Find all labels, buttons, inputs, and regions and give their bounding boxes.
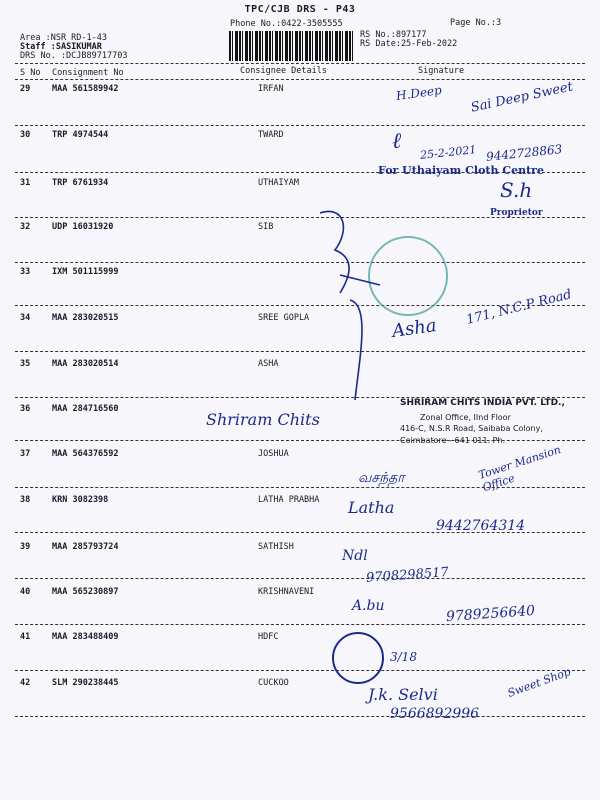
hdfc-signature: 3/18 bbox=[390, 650, 417, 664]
barcode bbox=[229, 31, 353, 61]
row-sno: 32 bbox=[20, 222, 31, 232]
table-row bbox=[0, 632, 600, 652]
signature-tward: ℓ bbox=[392, 129, 402, 154]
column-consignee: Consignee Details bbox=[240, 66, 327, 76]
row-consignee: IRFAN bbox=[258, 84, 284, 94]
sriram-stamp-line1: Zonal Office, IInd Floor bbox=[420, 413, 511, 422]
row-sno: 39 bbox=[20, 542, 31, 552]
row-sno: 42 bbox=[20, 678, 31, 688]
signature-latha: Latha bbox=[348, 498, 395, 517]
phone-number: Phone No.:0422-3505555 bbox=[230, 19, 343, 29]
sriram-stamp-line3: Coimbatore - 641 011. Ph. bbox=[400, 436, 506, 445]
row-consignee: TWARD bbox=[258, 130, 284, 140]
hdfc-stamp bbox=[332, 632, 384, 684]
handwritten-phone-1: 9442728863 bbox=[485, 142, 563, 164]
signature-asha: Asha bbox=[390, 315, 438, 342]
row-consignment: MAA 283488409 bbox=[52, 632, 119, 642]
handwritten-phone-3: 9708298517 bbox=[365, 565, 450, 586]
row-consignment: MAA 285793724 bbox=[52, 542, 119, 552]
handwritten-scribble bbox=[300, 205, 410, 405]
table-row bbox=[0, 542, 600, 562]
row-sno: 33 bbox=[20, 267, 31, 277]
row-consignment: KRN 3082398 bbox=[52, 495, 109, 505]
row-divider bbox=[15, 624, 585, 625]
row-divider bbox=[15, 670, 585, 671]
signature-cuckoo: J.k. Selvi bbox=[368, 685, 438, 704]
row-consignment: UDP 16031920 bbox=[52, 222, 114, 232]
row-sno: 41 bbox=[20, 632, 31, 642]
rs-number: RS No.:897177 bbox=[360, 30, 427, 40]
handwritten-date: 25-2-2021 bbox=[419, 143, 477, 162]
row-consignment: TRP 4974544 bbox=[52, 130, 109, 140]
staff-label: Staff : bbox=[20, 42, 56, 52]
row-sno: 30 bbox=[20, 130, 31, 140]
row-sno: 31 bbox=[20, 178, 31, 188]
divider bbox=[15, 79, 585, 80]
row-consignment: IXM 501115999 bbox=[52, 267, 119, 277]
sriram-stamp-line2: 416-C, N.S.R Road, Saibaba Colony, bbox=[400, 424, 543, 433]
row-divider bbox=[15, 125, 585, 126]
divider bbox=[15, 63, 585, 64]
handwritten-sweet-shop: Sweet Shop bbox=[505, 665, 573, 700]
column-sno: S No bbox=[20, 68, 41, 78]
sweet-name-handwriting: Sai Deep Sweet bbox=[469, 79, 575, 116]
page-number: Page No.:3 bbox=[450, 18, 502, 28]
handwritten-phone-4: 9789256640 bbox=[445, 602, 536, 626]
sriram-stamp-title: SHRIRAM CHITS INDIA PVT. LTD., bbox=[400, 398, 565, 408]
row-consignment: MAA 283020514 bbox=[52, 359, 119, 369]
handwritten-phone-5: 9566892996 bbox=[390, 706, 480, 722]
row-divider bbox=[15, 578, 585, 579]
row-consignment: TRP 6761934 bbox=[52, 178, 109, 188]
row-divider bbox=[15, 716, 585, 717]
row-consignee: JOSHUA bbox=[258, 449, 289, 459]
column-signature: Signature bbox=[418, 66, 465, 76]
column-consignment: Consignment No bbox=[52, 68, 124, 78]
row-consignee: KRISHNAVENI bbox=[258, 587, 315, 597]
row-consignee: ASHA bbox=[258, 359, 279, 369]
row-sno: 34 bbox=[20, 313, 31, 323]
row-consignee: SREE GOPLA bbox=[258, 313, 310, 323]
signature-irfan: H.Deep bbox=[395, 82, 443, 104]
table-row bbox=[0, 495, 600, 515]
row-consignee: UTHAIYAM bbox=[258, 178, 299, 188]
row-consignee: CUCKOO bbox=[258, 678, 289, 688]
signature-uthaiyam: S.h bbox=[500, 178, 533, 202]
handwritten-phone-2: 9442764314 bbox=[436, 518, 526, 534]
row-sno: 36 bbox=[20, 404, 31, 414]
row-sno: 38 bbox=[20, 495, 31, 505]
staff-name: SASIKUMAR bbox=[55, 42, 102, 52]
row-consignee: LATHA PRABHA bbox=[258, 495, 320, 505]
drs-number: DRS No. :DCJB89717703 bbox=[20, 51, 128, 61]
handwritten-tower: Tower Mansion Office bbox=[476, 443, 563, 495]
row-consignment: MAA 565230897 bbox=[52, 587, 119, 597]
row-consignment: MAA 283020515 bbox=[52, 313, 119, 323]
handwritten-address: 171, N.C.P Road bbox=[464, 287, 574, 328]
row-sno: 40 bbox=[20, 587, 31, 597]
row-consignment: SLM 290238445 bbox=[52, 678, 119, 688]
row-sno: 35 bbox=[20, 359, 31, 369]
proprietor-label: Proprietor bbox=[490, 208, 543, 218]
uthaiyam-stamp: For Uthaiyam Cloth Centre bbox=[378, 164, 544, 177]
row-consignee: SATHISH bbox=[258, 542, 294, 552]
row-consignment: MAA 564376592 bbox=[52, 449, 119, 459]
signature-sathish: Ndl bbox=[342, 548, 368, 564]
row-consignee: SIB bbox=[258, 222, 274, 232]
document-title: TPC/CJB DRS - P43 bbox=[244, 4, 356, 15]
row-sno: 29 bbox=[20, 84, 31, 94]
row-sno: 37 bbox=[20, 449, 31, 459]
signature-krishnaveni: A.bu bbox=[352, 598, 385, 614]
row-consignee: HDFC bbox=[258, 632, 279, 642]
row-consignment: MAA 561589942 bbox=[52, 84, 119, 94]
area-label: Area :NSR RD-1-43 bbox=[20, 33, 107, 43]
handwritten-shriram: Shriram Chits bbox=[206, 410, 320, 429]
row-consignment: MAA 284716560 bbox=[52, 404, 119, 414]
signature-tamil: வசந்தா bbox=[358, 470, 405, 486]
rs-date: RS Date:25-Feb-2022 bbox=[360, 39, 458, 49]
